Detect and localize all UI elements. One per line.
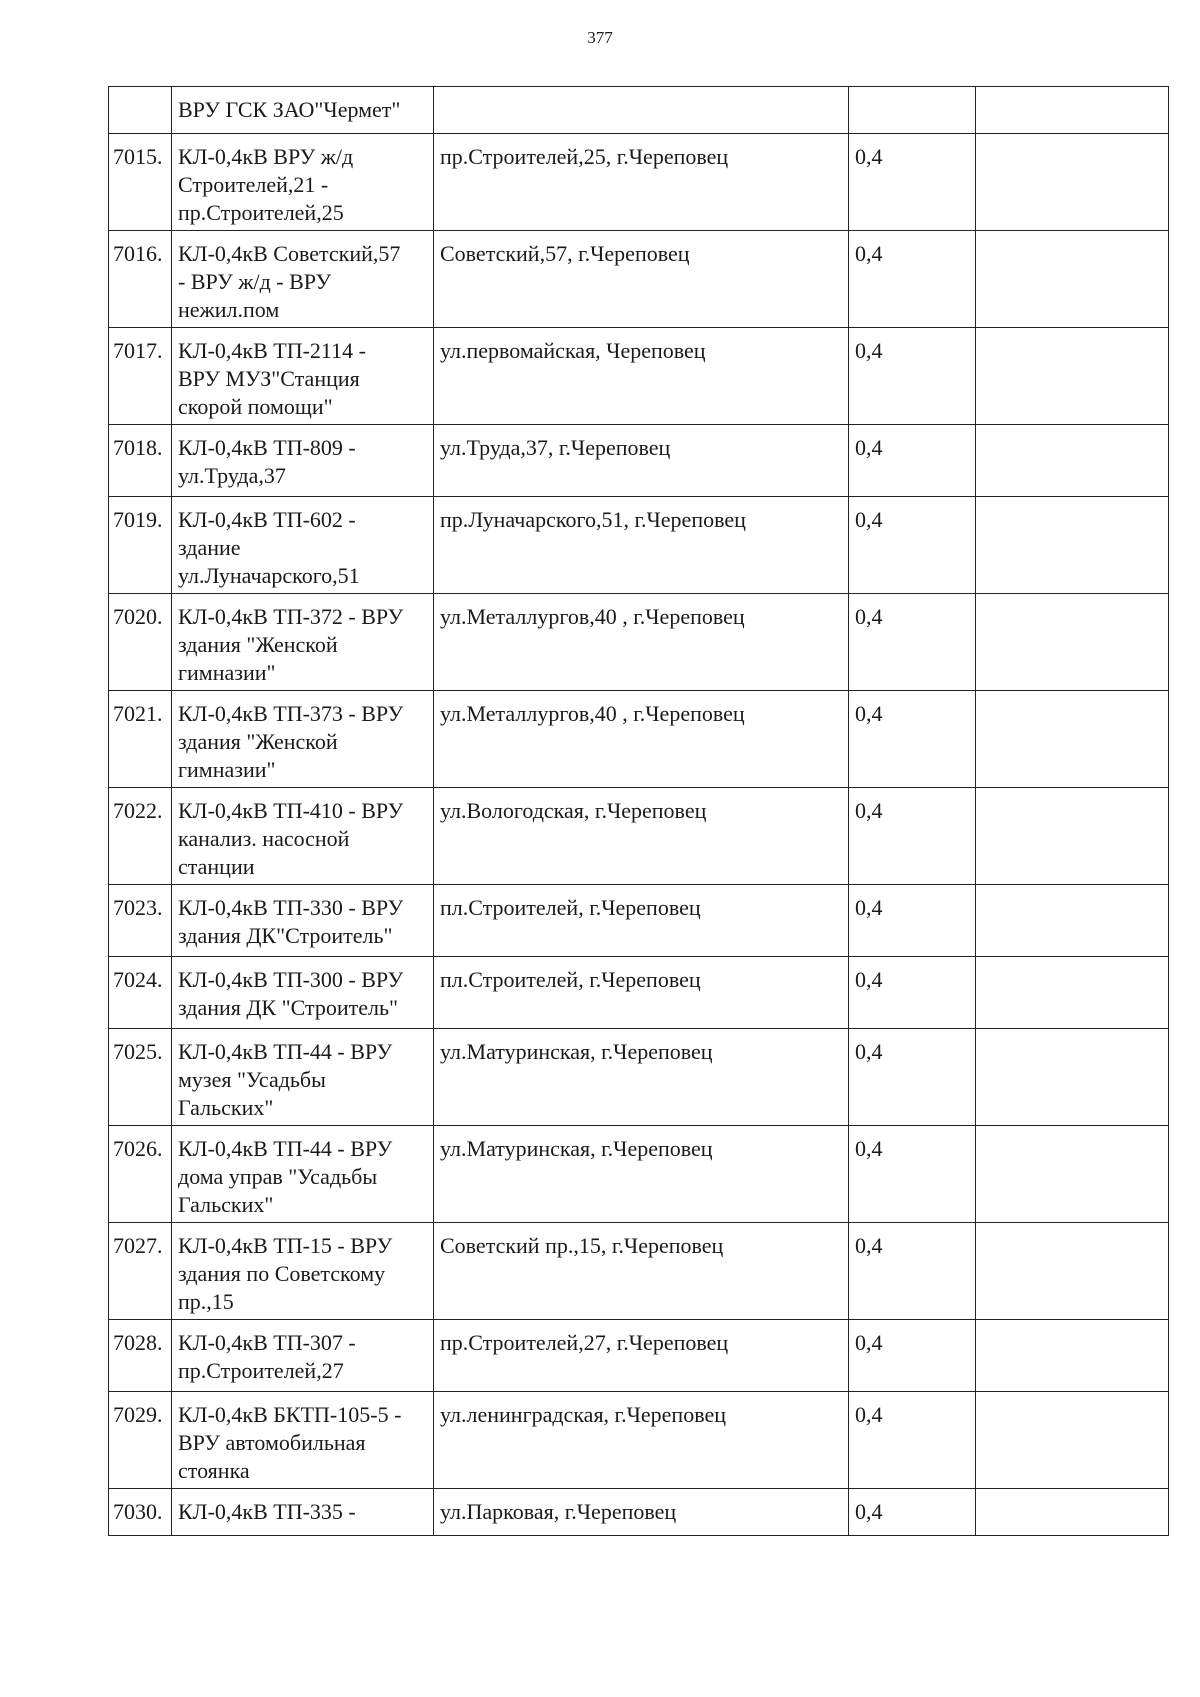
row-number-cell: 7022. xyxy=(109,788,172,885)
line-name-text: - ВРУ ж/д - ВРУ xyxy=(178,269,332,294)
line-name-text: ул.Труда,37 xyxy=(178,463,286,488)
address-cell: ул.Матуринская, г.Череповец xyxy=(434,1126,849,1223)
row-number-cell: 7025. xyxy=(109,1029,172,1126)
line-name-text: стоянка xyxy=(178,1458,250,1483)
row-number-cell: 7017. xyxy=(109,328,172,425)
line-name-text: здания "Женской xyxy=(178,632,338,657)
line-name-text: пр.,15 xyxy=(178,1289,234,1314)
line-name-text: КЛ-0,4кВ ТП-44 - ВРУ xyxy=(178,1136,393,1161)
address-cell: Советский,57, г.Череповец xyxy=(434,231,849,328)
address-cell: пл.Строителей, г.Череповец xyxy=(434,885,849,957)
line-name-text: КЛ-0,4кВ ТП-602 - xyxy=(178,507,356,532)
extra-cell xyxy=(976,594,1169,691)
voltage-cell: 0,4 xyxy=(849,1029,976,1126)
address-cell: пр.Строителей,25, г.Череповец xyxy=(434,134,849,231)
line-name-text: Строителей,21 - xyxy=(178,172,329,197)
line-name-cell xyxy=(172,425,434,497)
line-name-cell xyxy=(172,1223,434,1320)
row-number-cell: 7023. xyxy=(109,885,172,957)
line-name-text: ВРУ автомобильная xyxy=(178,1430,366,1455)
extra-cell xyxy=(976,1489,1169,1536)
row-number-cell: 7024. xyxy=(109,957,172,1029)
line-name-text: скорой помощи" xyxy=(178,394,333,419)
line-name-text: дома управ "Усадьбы xyxy=(178,1164,378,1189)
line-name-text: КЛ-0,4кВ ТП-44 - ВРУ xyxy=(178,1039,393,1064)
page-number: 377 xyxy=(587,28,613,47)
row-number-cell: 7030. xyxy=(109,1489,172,1536)
extra-cell xyxy=(976,1029,1169,1126)
address-cell: пр.Строителей,27, г.Череповец xyxy=(434,1320,849,1392)
line-name-text: здания ДК "Строитель" xyxy=(178,995,398,1020)
table-row xyxy=(109,231,1169,328)
line-name-cell xyxy=(172,594,434,691)
table-row xyxy=(109,328,1169,425)
table-row xyxy=(109,87,1169,134)
line-name-text: КЛ-0,4кВ ТП-373 - ВРУ xyxy=(178,701,404,726)
table-row xyxy=(109,885,1169,957)
row-number-cell: 7021. xyxy=(109,691,172,788)
row-number-cell: 7020. xyxy=(109,594,172,691)
line-name-text: ул.Луначарского,51 xyxy=(178,563,360,588)
row-number-cell: 7018. xyxy=(109,425,172,497)
row-number-cell: 7015. xyxy=(109,134,172,231)
extra-cell xyxy=(976,788,1169,885)
voltage-cell: 0,4 xyxy=(849,957,976,1029)
line-name-text: пр.Строителей,25 xyxy=(178,200,344,225)
cable-lines-table xyxy=(108,86,1169,1536)
line-name-cell xyxy=(172,497,434,594)
line-name-text: КЛ-0,4кВ ТП-330 - ВРУ xyxy=(178,895,404,920)
line-name-cell xyxy=(172,1126,434,1223)
extra-cell xyxy=(976,231,1169,328)
line-name-text: КЛ-0,4кВ ТП-410 - ВРУ xyxy=(178,798,404,823)
extra-cell xyxy=(976,87,1169,134)
line-name-text: Гальских" xyxy=(178,1095,274,1120)
extra-cell xyxy=(976,497,1169,594)
voltage-cell: 0,4 xyxy=(849,594,976,691)
row-number-cell xyxy=(109,87,172,134)
extra-cell xyxy=(976,425,1169,497)
extra-cell xyxy=(976,691,1169,788)
table-row xyxy=(109,1489,1169,1536)
address-cell: ул.Вологодская, г.Череповец xyxy=(434,788,849,885)
line-name-cell xyxy=(172,1489,434,1536)
voltage-cell: 0,4 xyxy=(849,885,976,957)
extra-cell xyxy=(976,885,1169,957)
address-cell xyxy=(434,87,849,134)
line-name-text: канализ. насосной xyxy=(178,826,350,851)
line-name-cell xyxy=(172,231,434,328)
table-row xyxy=(109,497,1169,594)
line-name-text: КЛ-0,4кВ Советский,57 xyxy=(178,241,401,266)
table-row xyxy=(109,425,1169,497)
address-cell: пр.Луначарского,51, г.Череповец xyxy=(434,497,849,594)
extra-cell xyxy=(976,1223,1169,1320)
line-name-text: гимназии" xyxy=(178,660,276,685)
line-name-text: КЛ-0,4кВ ТП-15 - ВРУ xyxy=(178,1233,393,1258)
voltage-cell: 0,4 xyxy=(849,1223,976,1320)
address-cell: ул.ленинградская, г.Череповец xyxy=(434,1392,849,1489)
extra-cell xyxy=(976,1392,1169,1489)
address-cell: ул.первомайская, Череповец xyxy=(434,328,849,425)
line-name-cell xyxy=(172,691,434,788)
row-number-cell: 7016. xyxy=(109,231,172,328)
voltage-cell: 0,4 xyxy=(849,1489,976,1536)
voltage-cell: 0,4 xyxy=(849,134,976,231)
voltage-cell xyxy=(849,87,976,134)
extra-cell xyxy=(976,957,1169,1029)
table-row xyxy=(109,594,1169,691)
line-name-cell xyxy=(172,87,434,134)
line-name-text: здание xyxy=(178,535,241,560)
address-cell: ул.Металлургов,40 , г.Череповец xyxy=(434,594,849,691)
address-cell: ул.Матуринская, г.Череповец xyxy=(434,1029,849,1126)
address-cell: Советский пр.,15, г.Череповец xyxy=(434,1223,849,1320)
line-name-text: КЛ-0,4кВ ТП-335 - xyxy=(178,1499,356,1524)
table-body xyxy=(109,87,1169,1536)
address-cell: ул.Труда,37, г.Череповец xyxy=(434,425,849,497)
extra-cell xyxy=(976,328,1169,425)
line-name-text: здания ДК"Строитель" xyxy=(178,923,393,948)
extra-cell xyxy=(976,134,1169,231)
row-number-cell: 7019. xyxy=(109,497,172,594)
table-row xyxy=(109,957,1169,1029)
line-name-text: КЛ-0,4кВ ТП-372 - ВРУ xyxy=(178,604,404,629)
line-name-cell xyxy=(172,885,434,957)
line-name-cell xyxy=(172,134,434,231)
table-row xyxy=(109,691,1169,788)
voltage-cell: 0,4 xyxy=(849,788,976,885)
line-name-text: пр.Строителей,27 xyxy=(178,1358,344,1383)
table-row xyxy=(109,1392,1169,1489)
line-name-text: КЛ-0,4кВ ВРУ ж/д xyxy=(178,144,354,169)
table-row xyxy=(109,1126,1169,1223)
voltage-cell: 0,4 xyxy=(849,1126,976,1223)
table-row xyxy=(109,134,1169,231)
line-name-text: здания по Советскому xyxy=(178,1261,386,1286)
row-number-cell: 7026. xyxy=(109,1126,172,1223)
table-row xyxy=(109,1320,1169,1392)
voltage-cell: 0,4 xyxy=(849,497,976,594)
line-name-cell xyxy=(172,328,434,425)
voltage-cell: 0,4 xyxy=(849,328,976,425)
line-name-text: КЛ-0,4кВ БКТП-105-5 - xyxy=(178,1402,402,1427)
voltage-cell: 0,4 xyxy=(849,1320,976,1392)
line-name-cell xyxy=(172,957,434,1029)
row-number-cell: 7028. xyxy=(109,1320,172,1392)
line-name-text: КЛ-0,4кВ ТП-809 - xyxy=(178,435,356,460)
voltage-cell: 0,4 xyxy=(849,231,976,328)
voltage-cell: 0,4 xyxy=(849,425,976,497)
line-name-cell xyxy=(172,1029,434,1126)
line-name-cell xyxy=(172,788,434,885)
extra-cell xyxy=(976,1320,1169,1392)
row-number-cell: 7029. xyxy=(109,1392,172,1489)
line-name-cell xyxy=(172,1392,434,1489)
table-row xyxy=(109,1029,1169,1126)
line-name-text: ВРУ ГСК ЗАО"Чермет" xyxy=(178,97,401,122)
voltage-cell: 0,4 xyxy=(849,691,976,788)
line-name-text: гимназии" xyxy=(178,757,276,782)
line-name-text: КЛ-0,4кВ ТП-307 - xyxy=(178,1330,356,1355)
line-name-text: здания "Женской xyxy=(178,729,338,754)
address-cell: ул.Металлургов,40 , г.Череповец xyxy=(434,691,849,788)
line-name-text: КЛ-0,4кВ ТП-2114 - xyxy=(178,338,366,363)
line-name-text: нежил.пом xyxy=(178,297,280,322)
extra-cell xyxy=(976,1126,1169,1223)
line-name-text: ВРУ МУЗ"Станция xyxy=(178,366,360,391)
line-name-text: Гальских" xyxy=(178,1192,274,1217)
row-number-cell: 7027. xyxy=(109,1223,172,1320)
line-name-cell xyxy=(172,1320,434,1392)
table-row xyxy=(109,788,1169,885)
table-row xyxy=(109,1223,1169,1320)
address-cell: пл.Строителей, г.Череповец xyxy=(434,957,849,1029)
line-name-text: станции xyxy=(178,854,255,879)
address-cell: ул.Парковая, г.Череповец xyxy=(434,1489,849,1536)
voltage-cell: 0,4 xyxy=(849,1392,976,1489)
line-name-text: КЛ-0,4кВ ТП-300 - ВРУ xyxy=(178,967,404,992)
line-name-text: музея "Усадьбы xyxy=(178,1067,326,1092)
